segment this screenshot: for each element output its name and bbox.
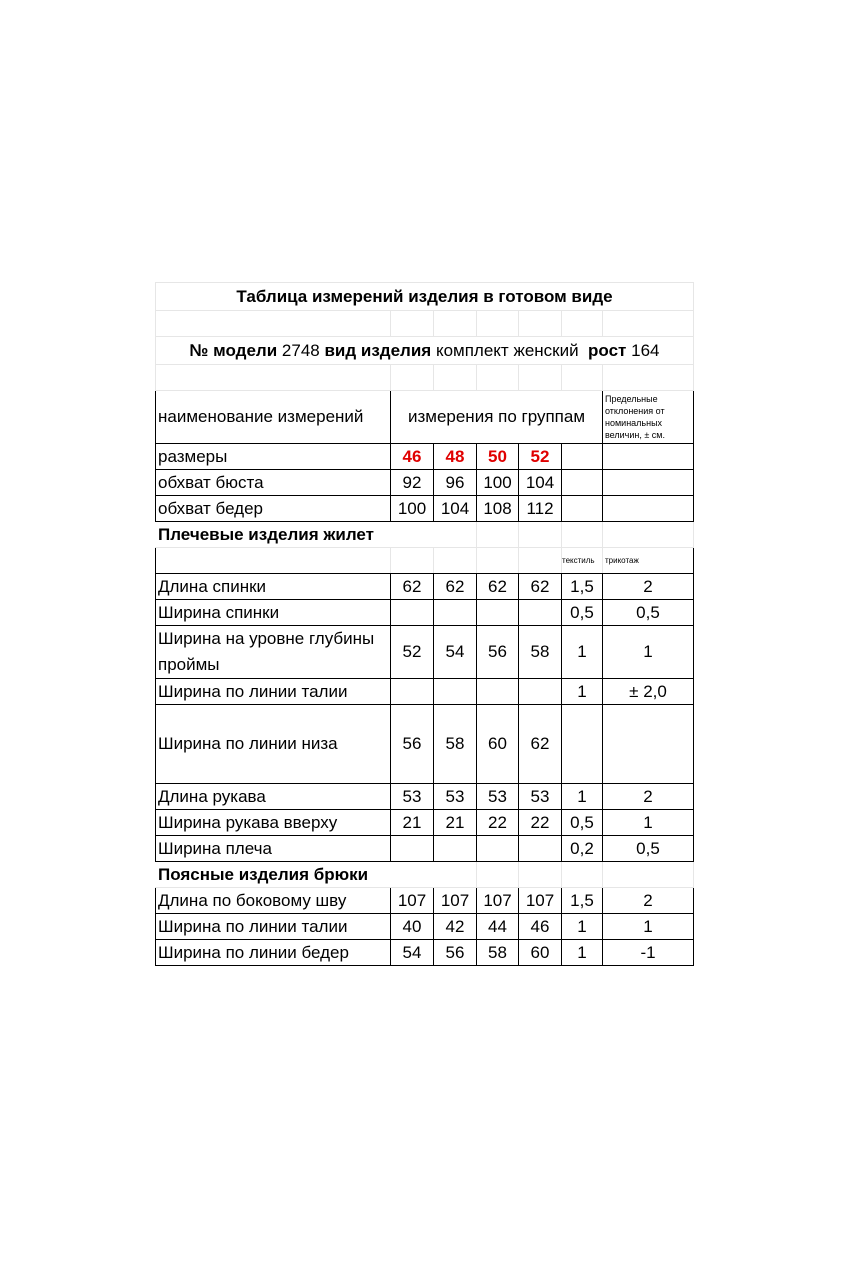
model-label: № модели bbox=[189, 340, 278, 360]
value-cell: 104 bbox=[434, 496, 477, 522]
textile-cell: 1 bbox=[562, 914, 603, 940]
value-cell: 107 bbox=[519, 888, 562, 914]
knit-cell: -1 bbox=[603, 940, 694, 966]
section-row-vest bbox=[156, 522, 694, 548]
row-label: Ширина на уровне глубины проймы bbox=[156, 626, 391, 679]
row-label: Ширина по линии низа bbox=[156, 705, 391, 784]
row-label: Ширина спинки bbox=[156, 600, 391, 626]
row-label: обхват бедер bbox=[156, 496, 391, 522]
sizes-row bbox=[156, 444, 694, 470]
table-row bbox=[156, 810, 694, 836]
value-cell: 100 bbox=[477, 470, 519, 496]
value-cell: 62 bbox=[519, 574, 562, 600]
value-cell bbox=[477, 679, 519, 705]
textile-cell: 0,5 bbox=[562, 810, 603, 836]
value-cell bbox=[391, 600, 434, 626]
value-cell: 62 bbox=[391, 574, 434, 600]
knit-cell: 1 bbox=[603, 810, 694, 836]
row-label: Длина рукава bbox=[156, 784, 391, 810]
value-cell: 56 bbox=[434, 940, 477, 966]
value-cell: 60 bbox=[519, 940, 562, 966]
textile-cell: 1,5 bbox=[562, 574, 603, 600]
row-label: обхват бюста bbox=[156, 470, 391, 496]
textile-cell bbox=[562, 705, 603, 784]
value-cell bbox=[391, 836, 434, 862]
row-label: Ширина по линии талии bbox=[156, 679, 391, 705]
section-title-pants: Поясные изделия брюки bbox=[156, 862, 477, 888]
value-cell: 21 bbox=[391, 810, 434, 836]
model-row bbox=[156, 337, 694, 365]
model-line bbox=[156, 337, 694, 365]
section-title-vest: Плечевые изделия жилет bbox=[156, 522, 477, 548]
textile-cell: 1 bbox=[562, 940, 603, 966]
value-cell: 62 bbox=[434, 574, 477, 600]
value-cell: 58 bbox=[519, 626, 562, 679]
size-cell: 46 bbox=[391, 444, 434, 470]
knit-cell: 0,5 bbox=[603, 836, 694, 862]
textile-cell: 1 bbox=[562, 626, 603, 679]
header-tolerance: Предельные отклонения от номинальных величин, ± см. bbox=[603, 391, 694, 444]
table-row bbox=[156, 705, 694, 784]
value-cell: 62 bbox=[519, 705, 562, 784]
value-cell: 58 bbox=[477, 940, 519, 966]
type-value: комплект женский bbox=[435, 340, 579, 360]
table-row bbox=[156, 496, 694, 522]
row-label: Ширина по линии талии bbox=[156, 914, 391, 940]
size-cell: 48 bbox=[434, 444, 477, 470]
row-label: Ширина по линии бедер bbox=[156, 940, 391, 966]
value-cell: 107 bbox=[391, 888, 434, 914]
header-groups: измерения по группам bbox=[391, 391, 603, 444]
header-name: наименование измерений bbox=[156, 391, 391, 444]
row-label: Длина спинки bbox=[156, 574, 391, 600]
value-cell: 92 bbox=[391, 470, 434, 496]
value-cell: 53 bbox=[434, 784, 477, 810]
table-row bbox=[156, 600, 694, 626]
value-cell: 62 bbox=[477, 574, 519, 600]
value-cell bbox=[477, 600, 519, 626]
value-cell bbox=[519, 679, 562, 705]
sizes-label: размеры bbox=[156, 444, 391, 470]
row-label: Ширина плеча bbox=[156, 836, 391, 862]
type-label: вид изделия bbox=[324, 340, 432, 360]
value-cell: 104 bbox=[519, 470, 562, 496]
model-value: 2748 bbox=[281, 340, 320, 360]
subheader-textile: текстиль bbox=[562, 548, 603, 574]
value-cell bbox=[434, 600, 477, 626]
value-cell: 107 bbox=[434, 888, 477, 914]
value-cell: 96 bbox=[434, 470, 477, 496]
value-cell: 108 bbox=[477, 496, 519, 522]
value-cell: 22 bbox=[477, 810, 519, 836]
table-row bbox=[156, 679, 694, 705]
value-cell bbox=[391, 679, 434, 705]
table-row bbox=[156, 914, 694, 940]
table-row bbox=[156, 940, 694, 966]
value-cell: 22 bbox=[519, 810, 562, 836]
textile-cell: 1 bbox=[562, 784, 603, 810]
spacer-row bbox=[156, 311, 694, 337]
subheader-knit: трикотаж bbox=[603, 548, 694, 574]
knit-cell: 2 bbox=[603, 574, 694, 600]
height-label: рост bbox=[588, 340, 627, 360]
knit-cell: 1 bbox=[603, 626, 694, 679]
section-row-pants bbox=[156, 862, 694, 888]
textile-cell: 1,5 bbox=[562, 888, 603, 914]
measurement-sheet bbox=[155, 282, 693, 966]
value-cell: 53 bbox=[519, 784, 562, 810]
table-row bbox=[156, 784, 694, 810]
value-cell bbox=[434, 679, 477, 705]
knit-cell: ± 2,0 bbox=[603, 679, 694, 705]
textile-cell: 0,2 bbox=[562, 836, 603, 862]
value-cell: 46 bbox=[519, 914, 562, 940]
knit-cell: 2 bbox=[603, 888, 694, 914]
value-cell bbox=[477, 836, 519, 862]
value-cell: 44 bbox=[477, 914, 519, 940]
value-cell: 60 bbox=[477, 705, 519, 784]
table-row bbox=[156, 626, 694, 679]
value-cell: 21 bbox=[434, 810, 477, 836]
table-row bbox=[156, 470, 694, 496]
textile-cell: 1 bbox=[562, 679, 603, 705]
knit-cell: 2 bbox=[603, 784, 694, 810]
value-cell bbox=[519, 600, 562, 626]
value-cell: 112 bbox=[519, 496, 562, 522]
row-label: Ширина рукава вверху bbox=[156, 810, 391, 836]
value-cell bbox=[434, 836, 477, 862]
value-cell: 54 bbox=[391, 940, 434, 966]
value-cell: 56 bbox=[477, 626, 519, 679]
value-cell: 56 bbox=[391, 705, 434, 784]
table-row bbox=[156, 888, 694, 914]
value-cell: 54 bbox=[434, 626, 477, 679]
size-cell: 52 bbox=[519, 444, 562, 470]
value-cell bbox=[519, 836, 562, 862]
value-cell: 107 bbox=[477, 888, 519, 914]
value-cell: 100 bbox=[391, 496, 434, 522]
value-cell: 53 bbox=[477, 784, 519, 810]
value-cell: 53 bbox=[391, 784, 434, 810]
knit-cell: 0,5 bbox=[603, 600, 694, 626]
knit-cell bbox=[603, 705, 694, 784]
title-row bbox=[156, 283, 694, 311]
size-cell: 50 bbox=[477, 444, 519, 470]
knit-cell: 1 bbox=[603, 914, 694, 940]
table-row bbox=[156, 836, 694, 862]
value-cell: 40 bbox=[391, 914, 434, 940]
value-cell: 58 bbox=[434, 705, 477, 784]
table-title: Таблица измерений изделия в готовом виде bbox=[156, 283, 694, 311]
header-row bbox=[156, 391, 694, 444]
height-value: 164 bbox=[631, 340, 660, 360]
table-row bbox=[156, 574, 694, 600]
subheader-row bbox=[156, 548, 694, 574]
value-cell: 42 bbox=[434, 914, 477, 940]
value-cell: 52 bbox=[391, 626, 434, 679]
measurement-table bbox=[155, 282, 694, 966]
textile-cell: 0,5 bbox=[562, 600, 603, 626]
row-label: Длина по боковому шву bbox=[156, 888, 391, 914]
spacer-row bbox=[156, 365, 694, 391]
